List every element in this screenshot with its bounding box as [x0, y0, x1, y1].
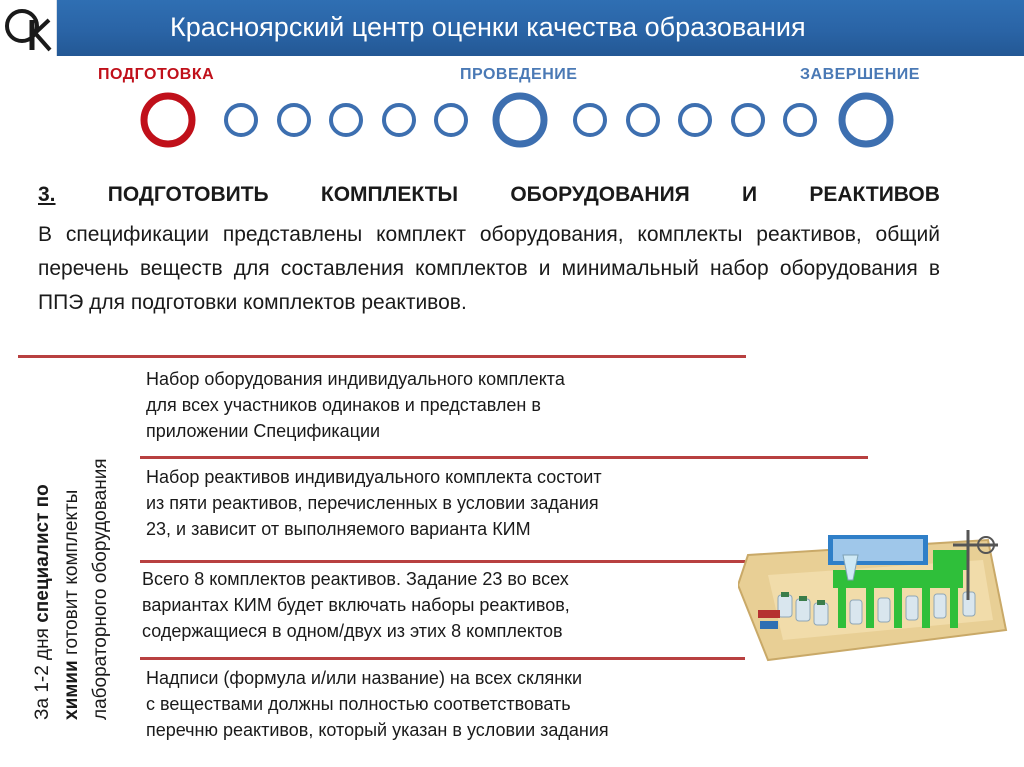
stage-step-circle	[279, 105, 309, 135]
stage-label-preparation: ПОДГОТОВКА	[98, 66, 215, 83]
heading-word: ОБОРУДОВАНИЯ	[510, 183, 690, 206]
stage-milestone-circle	[144, 96, 192, 144]
stage-step-circle	[575, 105, 605, 135]
side-note-text: За 1-2 дня	[32, 622, 53, 720]
stage-step-circle	[680, 105, 710, 135]
list-item	[142, 566, 570, 644]
list-item-line: содержащиеся в одном/двух из этих 8 комплектов	[142, 621, 563, 641]
divider	[140, 560, 745, 563]
stage-step-circle	[331, 105, 361, 135]
stage-step-circle	[785, 105, 815, 135]
stage-label-completion: ЗАВЕРШЕНИЕ	[800, 66, 920, 83]
list-item	[146, 366, 565, 444]
list-item	[146, 464, 602, 542]
list-item-line: вариантах КИМ будет включать наборы реактивов,	[142, 595, 570, 615]
logo-icon	[2, 2, 54, 54]
heading-word: ПОДГОТОВИТЬ	[107, 183, 269, 206]
list-item-line: перечню реактивов, который указан в условии задания	[146, 720, 609, 740]
list-item-line: 23, и зависит от выполняемого варианта КИМ	[146, 519, 531, 539]
list-item	[146, 665, 609, 743]
header-bar	[0, 0, 1024, 56]
divider	[140, 657, 745, 660]
section-description: В спецификации представлены комплект оборудования, комплекты реактивов, общий перечень веществ для составления комплектов и минимальный набор оборудования в ППЭ для подготовки комплектов реактивов.	[38, 223, 940, 314]
list-item-line: Всего 8 комплектов реактивов. Задание 23 во всех	[142, 569, 569, 589]
stage-step-circle	[628, 105, 658, 135]
logo[interactable]	[0, 0, 57, 56]
stage-step-circle	[384, 105, 414, 135]
list-item-line: Надписи (формула и/или название) на всех склянки	[146, 668, 583, 688]
svg-text:ОК: ОК	[2, 2, 4, 3]
heading-word: РЕАКТИВОВ	[809, 183, 940, 206]
side-note-text: лабораторного оборудования	[90, 458, 111, 720]
divider	[18, 355, 746, 358]
list-item-line: для всех участников одинаков и представлен в	[146, 395, 541, 415]
list-item-line: Набор реактивов индивидуального комплекта состоит	[146, 467, 602, 487]
heading-word: И	[742, 183, 758, 206]
lab-equipment-image	[738, 515, 1010, 665]
side-note-bold: специалист по	[32, 484, 53, 623]
list-item-line: Набор оборудования индивидуального комплекта	[146, 369, 565, 389]
heading-word: КОМПЛЕКТЫ	[320, 183, 459, 206]
stage-step-circle	[733, 105, 763, 135]
section-heading	[38, 183, 940, 207]
side-note	[28, 360, 115, 720]
side-note-bold: химии	[61, 660, 82, 720]
side-note-text: готовит комплекты	[61, 489, 82, 661]
stage-label-conducting: ПРОВЕДЕНИЕ	[460, 66, 578, 83]
list-item-line: приложении Спецификации	[146, 421, 381, 441]
stage-milestone-circle	[496, 96, 544, 144]
page-title: Красноярский центр оценки качества образования	[170, 12, 806, 42]
stage-step-circle	[436, 105, 466, 135]
heading-word: 3.	[38, 183, 56, 206]
stage-milestone-circle	[842, 96, 890, 144]
list-item-line: с веществами должны полностью соответствовать	[146, 694, 571, 714]
stage-step-circle	[226, 105, 256, 135]
progress-stepper	[0, 84, 1024, 160]
divider	[140, 456, 868, 459]
list-item-line: из пяти реактивов, перечисленных в условии задания	[146, 493, 599, 513]
